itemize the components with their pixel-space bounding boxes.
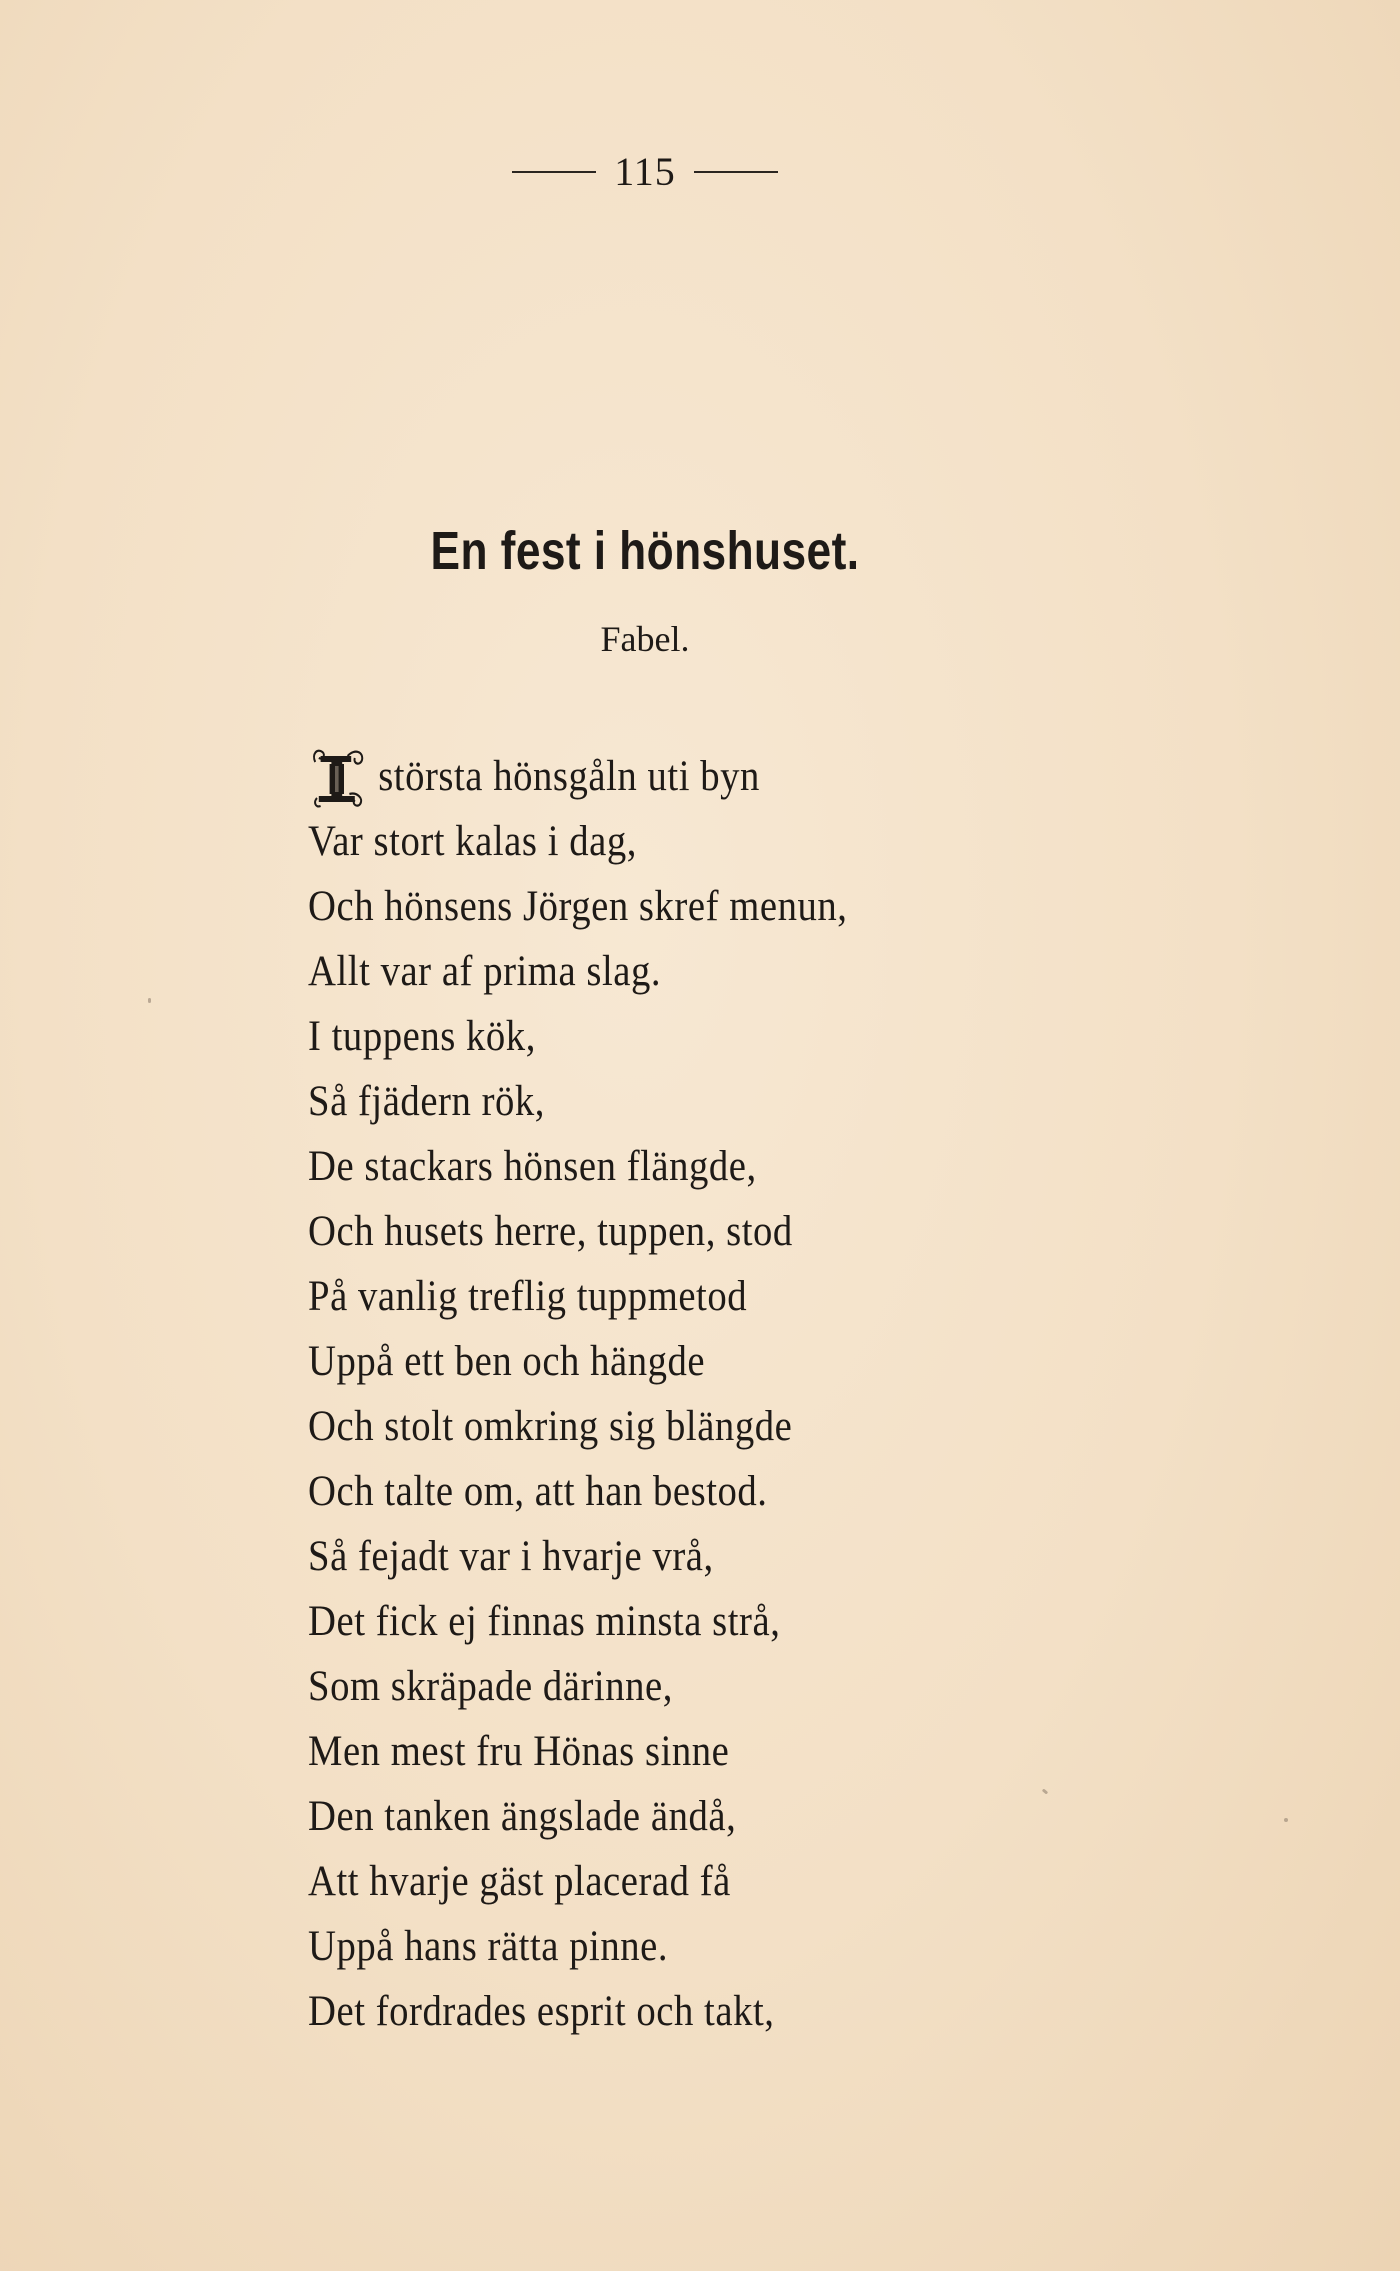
poem-line-19: Uppå hans rätta pinne. [308,1923,669,1970]
poem-line-11: Och stolt omkring sig blängde [308,1403,793,1450]
poem-line-13: Så fejadt var i hvarje vrå, [308,1533,714,1580]
poem-line-15: Som skräpade därinne, [308,1663,673,1710]
header-rule-left [512,171,596,173]
page-header [0,148,1290,195]
poem-line-8: Och husets herre, tuppen, stod [308,1208,793,1255]
poem-line-1 [308,744,847,809]
paper-speck [1284,1818,1288,1822]
paper-speck [148,998,151,1003]
poem-subtitle: Fabel. [600,619,690,659]
poem-line-12: Och talte om, att han bestod. [308,1468,768,1515]
poem-line-text: största hönsgåln uti byn [378,753,760,800]
poem-line-6: Så fjädern rök, [308,1078,545,1125]
page-number: 115 [614,149,676,194]
poem-line-2: Var stort kalas i dag, [308,818,637,865]
ornamental-initial [308,744,369,809]
poem-line-17: Den tanken ängslade ändå, [308,1793,737,1840]
poem-line-10: Uppå ett ben och hängde [308,1338,706,1385]
poem-line-20: Det fordrades esprit och takt, [308,1988,775,2035]
poem-line-7: De stackars hönsen flängde, [308,1143,757,1190]
poem-line-16: Men mest fru Hönas sinne [308,1728,730,1775]
paper-speck [1042,1788,1049,1794]
poem-line-4: Allt var af prima slag. [308,948,662,995]
poem-body [308,744,907,2044]
poem-title: En fest i hönshuset. [430,521,860,581]
poem-line-9: På vanlig treflig tuppmetod [308,1273,748,1320]
poem-line-18: Att hvarje gäst placerad få [308,1858,731,1905]
header-rule-right [694,171,778,173]
ornamental-initial-icon [308,742,369,810]
poem-line-5: I tuppens kök, [308,1013,536,1060]
poem-line-14: Det fick ej finnas minsta strå, [308,1598,781,1645]
poem-line-3: Och hönsens Jörgen skref menun, [308,883,848,930]
